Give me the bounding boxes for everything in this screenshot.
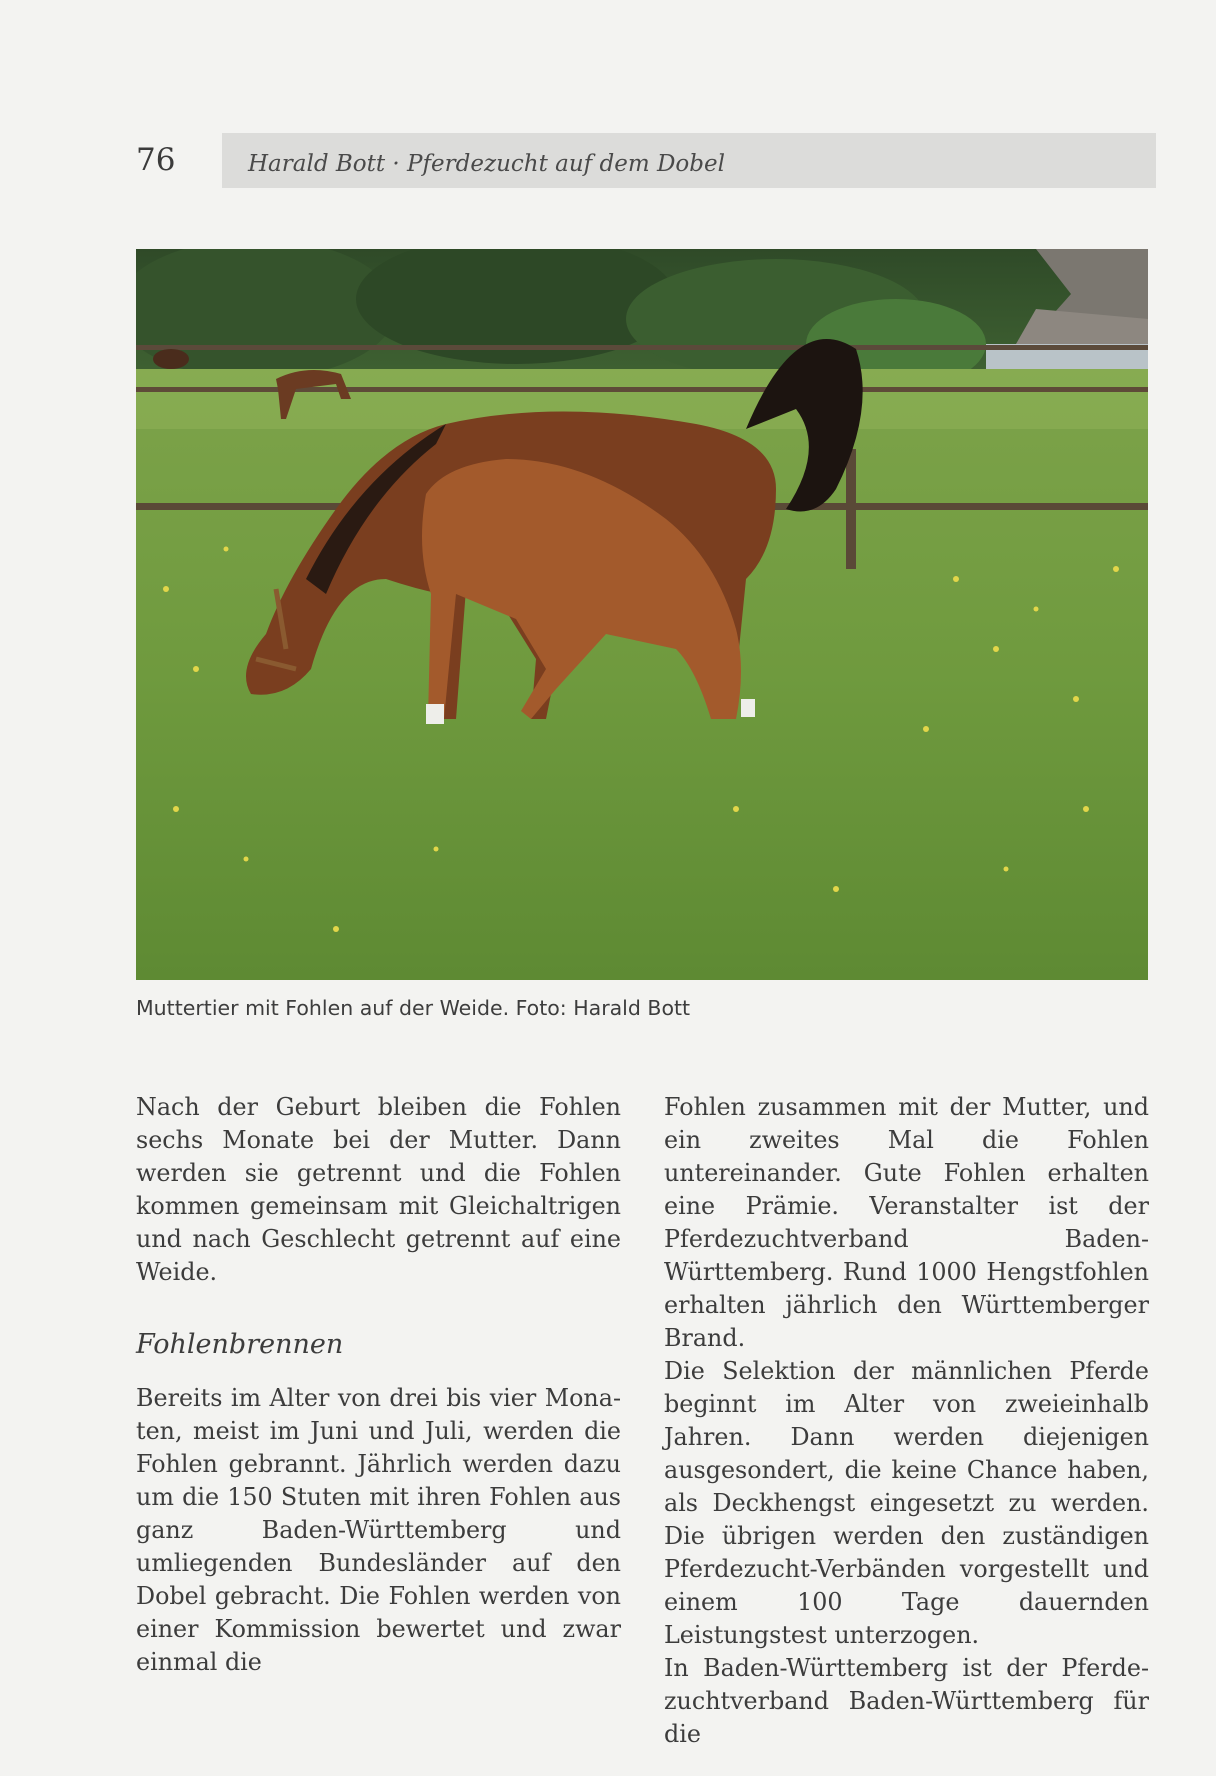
paragraph: Bereits im Alter von drei bis vier Monaten, meist im Juni und Juli, werden die Fohlen gebrannt. Jährlich werden dazu um die 150 Stuten mit ihren Fohlen aus ganz Baden-Württemberg und umliegenden Bundesländer auf den Dobel gebracht. Die Fohlen werden von einer Kommission bewertet und zwar einmal die bbox=[136, 1384, 621, 1676]
paragraph: Nach der Geburt bleiben die Fohlen sechs Monate bei der Mutter. Dann werden sie getrennt und die Fohlen kommen gemeinsam mit Gleichaltrigen und nach Geschlecht getrennt auf eine Weide. bbox=[136, 1093, 621, 1286]
page-number: 76 bbox=[136, 142, 176, 178]
left-column-paragraph-2 bbox=[136, 1382, 621, 1679]
section-heading: Fohlenbrennen bbox=[136, 1329, 344, 1360]
figure-caption: Muttertier mit Fohlen auf der Weide. Foto: Harald Bott bbox=[136, 996, 691, 1020]
running-title: Harald Bott · Pferdezucht auf dem Dobel bbox=[248, 151, 725, 177]
left-column-paragraph-1 bbox=[136, 1091, 621, 1289]
photo-mare-and-foal-grazing-icon bbox=[136, 249, 1148, 980]
right-column bbox=[664, 1091, 1149, 1751]
paragraph: Fohlen zusammen mit der Mutter, und ein zweites Mal die Fohlen untereinander. Gute Fohlen erhalten eine Prämie. Veranstalter ist der Pferdezuchtverband Baden-Württemberg. Rund 1000 Hengstfohlen erhalten jährlich den Württemberger Brand. bbox=[664, 1093, 1149, 1352]
paragraph: Die Selektion der männlichen Pferde beginnt im Alter von zweieinhalb Jahren. Dann werden diejenigen ausgesondert, die keine Chance haben, als Deckhengst eingesetzt zu werden. Die übrigen werden den zuständigen Pferdezucht-Verbänden vorgestellt und einem 100 Tage dauernden Leistungstest unterzogen. bbox=[664, 1357, 1149, 1649]
paragraph: In Baden-Württemberg ist der Pferdezuchtverband Baden-Württemberg für die bbox=[664, 1654, 1149, 1748]
